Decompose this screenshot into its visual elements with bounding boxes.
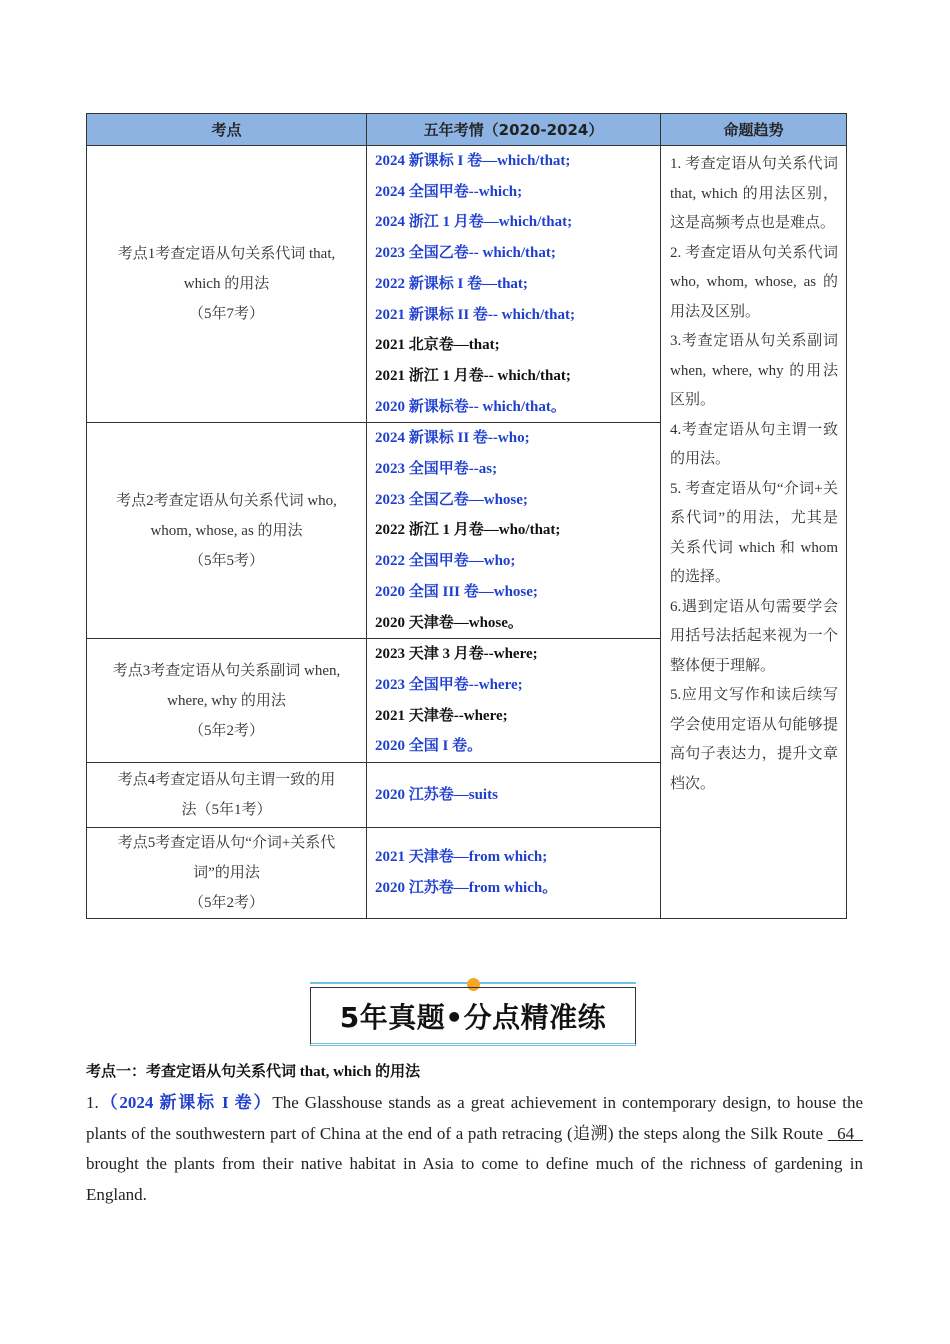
topic-line: 考点3考查定语从句关系副词 when, bbox=[112, 662, 341, 679]
exam-entry: 2023 全国甲卷--as; bbox=[375, 461, 498, 478]
question-text: The Glasshouse stands as a great achievement in contemporary design, to house the plants of the southwestern part of China at the end of a path retracing (追溯) the steps along the Silk Route bbox=[86, 1093, 863, 1143]
exam-entry: 2020 江苏卷—suits bbox=[375, 786, 498, 803]
exams-cell bbox=[367, 639, 661, 763]
topic-count: （5年2考） bbox=[188, 722, 264, 739]
banner-title: 5年真题•分点精准练 bbox=[310, 987, 636, 1046]
exam-entry: 2020 新课标卷-- which/that。 bbox=[375, 398, 566, 415]
topic-line: where, why 的用法 bbox=[167, 692, 286, 709]
topic-line: 考点2考查定语从句关系代词 who, bbox=[116, 492, 337, 509]
exam-entry: 2024 浙江 1 月卷—which/that; bbox=[375, 214, 573, 231]
question-blank bbox=[828, 1124, 863, 1143]
exam-entry: 2024 全国甲卷--which; bbox=[375, 183, 523, 200]
exam-entry: 2020 全国 III 卷—whose; bbox=[375, 583, 538, 600]
section-banner bbox=[310, 978, 636, 1044]
exam-entry: 2020 全国 I 卷。 bbox=[375, 738, 483, 755]
exams-cell bbox=[367, 423, 661, 639]
topic-count: （5年5考） bbox=[188, 552, 264, 569]
blank-number: 64 bbox=[837, 1123, 855, 1143]
topic-count: （5年7考） bbox=[188, 306, 264, 323]
trend-item: 4.考查定语从句主谓一致的用法。 bbox=[670, 421, 838, 467]
table-row bbox=[87, 146, 847, 423]
topic-cell bbox=[87, 828, 367, 919]
trend-item: 5.应用文写作和读后续写学会使用定语从句能够提高句子表达力，提升文章档次。 bbox=[670, 687, 838, 792]
exam-entry: 2021 浙江 1 月卷-- which/that; bbox=[375, 367, 571, 384]
exam-entry: 2023 全国甲卷--where; bbox=[375, 676, 523, 693]
topic-line: whom, whose, as 的用法 bbox=[150, 522, 303, 539]
trend-item: 5. 考查定语从句“介词+关系代词”的用法，尤其是关系代词 which 和 whom 的选择。 bbox=[670, 480, 838, 585]
exam-entry: 2021 天津卷--where; bbox=[375, 707, 508, 724]
topic-line: 法（5年1考） bbox=[181, 802, 272, 819]
question-number: 1. bbox=[86, 1093, 99, 1112]
topic-cell bbox=[87, 423, 367, 639]
exam-entry: 2020 江苏卷—from which。 bbox=[375, 880, 558, 897]
topic-cell bbox=[87, 763, 367, 828]
question-paragraph bbox=[86, 1088, 863, 1210]
topic-line: 词”的用法 bbox=[193, 865, 260, 882]
exam-entry: 2024 新课标 I 卷—which/that; bbox=[375, 153, 571, 169]
header-exams: 五年考情（2020-2024） bbox=[367, 114, 661, 146]
trend-item: 3.考查定语从句关系副词 when, where, why 的用法区别。 bbox=[670, 333, 838, 408]
question-source: （2024 新课标 I 卷） bbox=[98, 1093, 273, 1112]
topic-cell bbox=[87, 146, 367, 423]
topic-line: 考点4考查定语从句主谓一致的用 bbox=[117, 772, 336, 789]
exam-entry: 2021 新课标 II 卷-- which/that; bbox=[375, 306, 576, 323]
topic-count: （5年2考） bbox=[188, 895, 264, 912]
topic-cell bbox=[87, 639, 367, 763]
exam-entry: 2023 天津 3 月卷--where; bbox=[375, 646, 538, 663]
exam-overview-table bbox=[86, 113, 847, 919]
exam-entry: 2021 天津卷—from which; bbox=[375, 849, 548, 866]
trend-item: 1. 考查定语从句关系代词 that, which 的用法区别，这是高频考点也是难点。 bbox=[670, 156, 838, 231]
exam-entry: 2020 天津卷—whose。 bbox=[375, 614, 523, 631]
exams-cell bbox=[367, 828, 661, 919]
question-text-after: brought the plants from their native habitat in Asia to come to define much of the richness of gardening in England. bbox=[86, 1154, 863, 1204]
exam-entry: 2024 新课标 II 卷--who; bbox=[375, 430, 530, 447]
exams-cell bbox=[367, 763, 661, 828]
trend-cell bbox=[661, 146, 847, 919]
exam-entry: 2022 浙江 1 月卷—who/that; bbox=[375, 522, 561, 539]
exam-entry: 2023 全国乙卷-- which/that; bbox=[375, 245, 556, 262]
exams-cell bbox=[367, 146, 661, 423]
table-header-row bbox=[87, 114, 847, 146]
exam-entry: 2021 北京卷—that; bbox=[375, 337, 500, 354]
topic-line: 考点5考查定语从句“介词+关系代 bbox=[117, 835, 336, 852]
exam-entry: 2022 新课标 I 卷—that; bbox=[375, 275, 528, 292]
trend-item: 2. 考查定语从句关系代词 who, whom, whose, as 的用法及区别。 bbox=[670, 244, 838, 320]
exam-entry: 2023 全国乙卷—whose; bbox=[375, 491, 528, 508]
section-title: 考点一：考查定语从句关系代词 that, which 的用法 bbox=[86, 1064, 421, 1080]
topic-line: 考点1考查定语从句关系代词 that, bbox=[117, 246, 336, 263]
trend-item: 6.遇到定语从句需要学会用括号法括起来视为一个整体便于理解。 bbox=[670, 598, 838, 674]
topic-line: which 的用法 bbox=[183, 276, 270, 293]
header-topic: 考点 bbox=[87, 114, 367, 146]
exam-entry: 2022 全国甲卷—who; bbox=[375, 553, 516, 570]
header-trend: 命题趋势 bbox=[661, 114, 847, 146]
